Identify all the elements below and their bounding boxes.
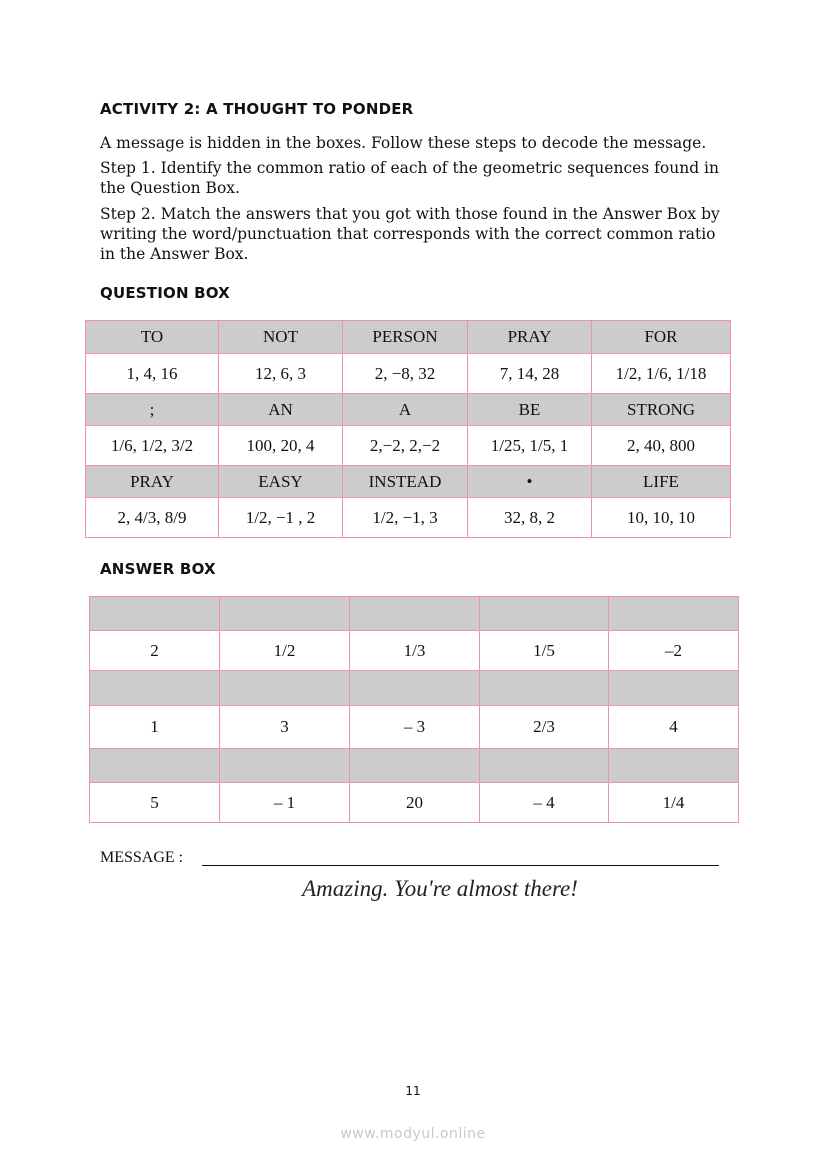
sequence-cell: 7, 14, 28 <box>468 354 592 394</box>
message-answer-line[interactable] <box>202 865 719 866</box>
ratio-cell: 5 <box>90 783 220 823</box>
message-label: MESSAGE : <box>100 849 184 866</box>
table-row <box>86 394 731 426</box>
intro-text: A message is hidden in the boxes. Follow these steps to decode the message. <box>100 134 707 152</box>
answer-blank-cell[interactable] <box>350 597 480 631</box>
table-row <box>90 597 739 631</box>
answer-box-table <box>89 596 739 823</box>
answer-blank-cell[interactable] <box>609 749 739 783</box>
ratio-cell: – 3 <box>350 706 480 749</box>
ratio-cell: 20 <box>350 783 480 823</box>
answer-blank-cell[interactable] <box>480 671 609 706</box>
question-box-heading: QUESTION BOX <box>100 284 230 302</box>
answer-blank-cell[interactable] <box>350 749 480 783</box>
sequence-cell: 1/2, −1 , 2 <box>219 498 343 538</box>
word-cell: • <box>468 466 592 498</box>
ratio-cell: 3 <box>220 706 350 749</box>
ratio-cell: 1/5 <box>480 631 609 671</box>
sequence-cell: 1/2, −1, 3 <box>343 498 468 538</box>
answer-blank-cell[interactable] <box>220 671 350 706</box>
sequence-cell: 2, 40, 800 <box>592 426 731 466</box>
answer-blank-cell[interactable] <box>220 597 350 631</box>
sequence-cell: 100, 20, 4 <box>219 426 343 466</box>
word-cell: BE <box>468 394 592 426</box>
ratio-cell: 2 <box>90 631 220 671</box>
word-cell: ; <box>86 394 219 426</box>
table-row <box>90 783 739 823</box>
table-row <box>86 426 731 466</box>
word-cell: NOT <box>219 321 343 354</box>
word-cell: FOR <box>592 321 731 354</box>
sequence-cell: 10, 10, 10 <box>592 498 731 538</box>
sequence-cell: 12, 6, 3 <box>219 354 343 394</box>
word-cell: LIFE <box>592 466 731 498</box>
table-row <box>90 749 739 783</box>
ratio-cell: 1/2 <box>220 631 350 671</box>
table-row <box>90 631 739 671</box>
ratio-cell: 1 <box>90 706 220 749</box>
answer-blank-cell[interactable] <box>90 597 220 631</box>
answer-blank-cell[interactable] <box>220 749 350 783</box>
word-cell: STRONG <box>592 394 731 426</box>
watermark: www.modyul.online <box>340 1126 486 1142</box>
answer-blank-cell[interactable] <box>480 749 609 783</box>
ratio-cell: 4 <box>609 706 739 749</box>
answer-box-heading: ANSWER BOX <box>100 560 216 578</box>
activity-title: ACTIVITY 2: A THOUGHT TO PONDER <box>100 100 414 118</box>
sequence-cell: 2,−2, 2,−2 <box>343 426 468 466</box>
ratio-cell: –2 <box>609 631 739 671</box>
sequence-cell: 1, 4, 16 <box>86 354 219 394</box>
ratio-cell: 1/4 <box>609 783 739 823</box>
sequence-cell: 1/25, 1/5, 1 <box>468 426 592 466</box>
word-cell: EASY <box>219 466 343 498</box>
word-cell: PRAY <box>468 321 592 354</box>
table-row <box>86 321 731 354</box>
sequence-cell: 1/2, 1/6, 1/18 <box>592 354 731 394</box>
ratio-cell: – 1 <box>220 783 350 823</box>
word-cell: PERSON <box>343 321 468 354</box>
table-row <box>90 671 739 706</box>
sequence-cell: 1/6, 1/2, 3/2 <box>86 426 219 466</box>
page-number: 11 <box>405 1084 421 1098</box>
question-box-table <box>85 320 731 538</box>
answer-blank-cell[interactable] <box>480 597 609 631</box>
answer-blank-cell[interactable] <box>90 671 220 706</box>
step-1-text: Step 1. Identify the common ratio of each of the geometric sequences found in the Question Box. <box>100 159 720 197</box>
table-row <box>90 706 739 749</box>
ratio-cell: 1/3 <box>350 631 480 671</box>
encouragement-text: Amazing. You're almost there! <box>302 876 578 901</box>
table-row <box>86 498 731 538</box>
answer-blank-cell[interactable] <box>609 671 739 706</box>
answer-blank-cell[interactable] <box>90 749 220 783</box>
word-cell: A <box>343 394 468 426</box>
sequence-cell: 32, 8, 2 <box>468 498 592 538</box>
ratio-cell: 2/3 <box>480 706 609 749</box>
word-cell: PRAY <box>86 466 219 498</box>
answer-blank-cell[interactable] <box>350 671 480 706</box>
answer-blank-cell[interactable] <box>609 597 739 631</box>
sequence-cell: 2, 4/3, 8/9 <box>86 498 219 538</box>
sequence-cell: 2, −8, 32 <box>343 354 468 394</box>
table-row <box>86 354 731 394</box>
word-cell: AN <box>219 394 343 426</box>
word-cell: TO <box>86 321 219 354</box>
word-cell: INSTEAD <box>343 466 468 498</box>
step-2-text: Step 2. Match the answers that you got with those found in the Answer Box by writing the word/punctuation that corresponds with the correct common ratio in the Answer Box. <box>100 205 720 263</box>
table-row <box>86 466 731 498</box>
ratio-cell: – 4 <box>480 783 609 823</box>
